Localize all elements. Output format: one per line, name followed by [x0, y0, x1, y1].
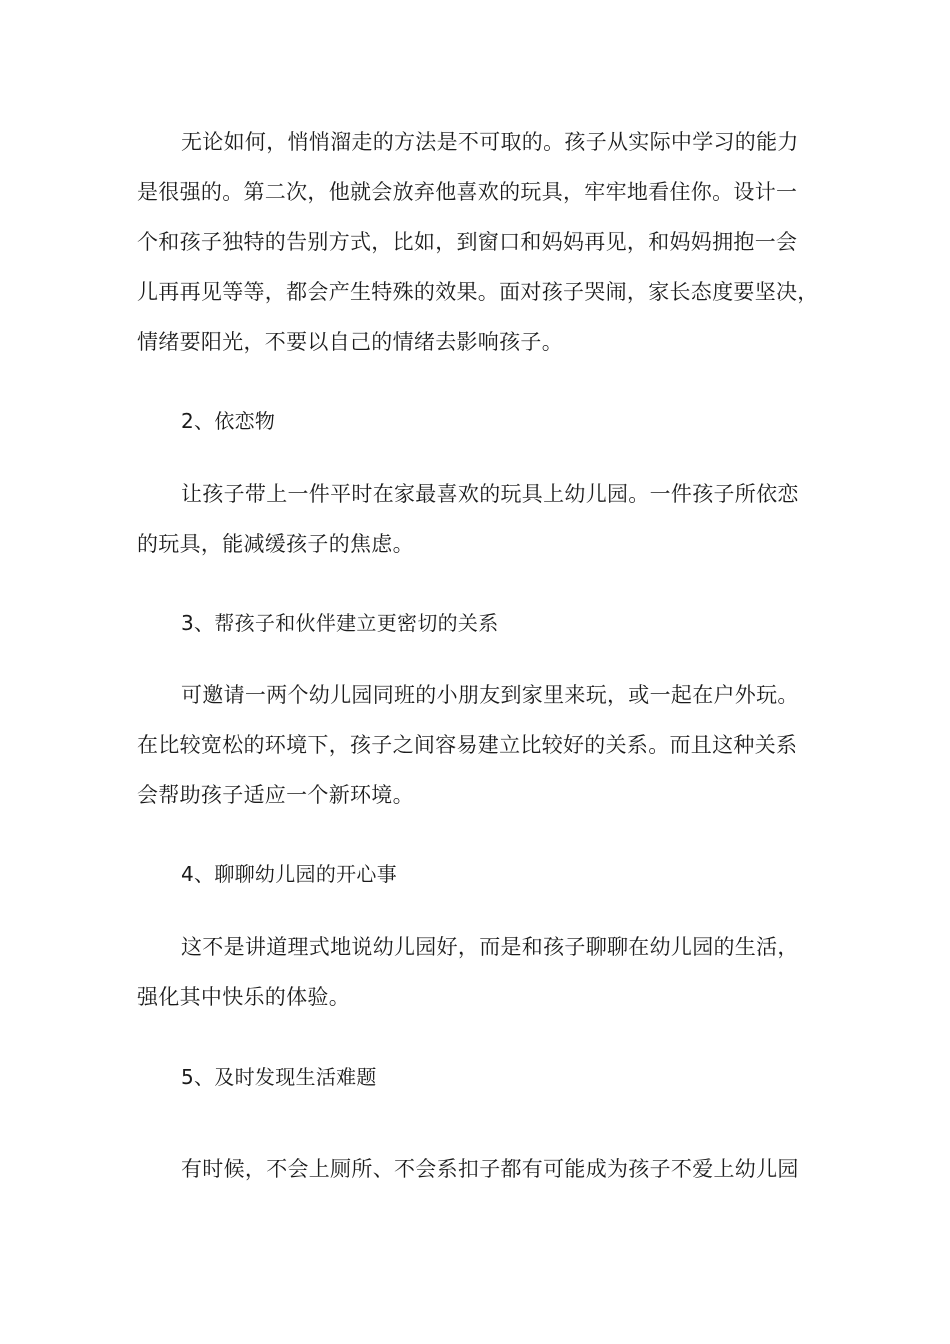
paragraph-line: 无论如何，悄悄溜走的方法是不可取的。孩子从实际中学习的能力: [181, 130, 799, 154]
paragraph-line: 的玩具，能减缓孩子的焦虑。: [137, 532, 414, 556]
paragraph-happy-things: [137, 922, 829, 1022]
paragraph-line: 让孩子带上一件平时在家最喜欢的玩具上幼儿园。一件孩子所依恋: [181, 482, 799, 506]
paragraph-line: 在比较宽松的环境下，孩子之间容易建立比较好的关系。而且这种关系: [137, 733, 798, 757]
section-heading: 3、帮孩子和伙伴建立更密切的关系: [181, 611, 499, 635]
paragraph-line: 儿再再见等等，都会产生特殊的效果。面对孩子哭闹，家长态度要坚决，: [137, 280, 819, 304]
paragraph-line: 这不是讲道理式地说幼儿园好，而是和孩子聊聊在幼儿园的生活，: [181, 935, 799, 959]
paragraph-line: 个和孩子独特的告别方式，比如，到窗口和妈妈再见，和妈妈拥抱一会: [137, 230, 798, 254]
paragraph-intro: [137, 117, 829, 367]
paragraph-line: 强化其中快乐的体验。: [137, 985, 350, 1009]
paragraph-line: 情绪要阳光，不要以自己的情绪去影响孩子。: [137, 330, 563, 354]
paragraph-peer-relationship: [137, 670, 829, 820]
paragraph-line: 有时候，不会上厕所、不会系扣子都有可能成为孩子不爱上幼儿园: [181, 1157, 799, 1181]
paragraph-line: 会帮助孩子适应一个新环境。: [137, 783, 414, 807]
paragraph-life-difficulties: [137, 1144, 829, 1194]
paragraph-attachment-object: [137, 469, 829, 569]
paragraph-line: 可邀请一两个幼儿园同班的小朋友到家里来玩，或一起在户外玩。: [181, 683, 799, 707]
section-heading: 2、依恋物: [181, 409, 276, 433]
paragraph-line: 是很强的。第二次，他就会放弃他喜欢的玩具，牢牢地看住你。设计一: [137, 180, 798, 204]
section-heading: 5、及时发现生活难题: [181, 1065, 377, 1089]
section-heading: 4、聊聊幼儿园的开心事: [181, 862, 398, 886]
